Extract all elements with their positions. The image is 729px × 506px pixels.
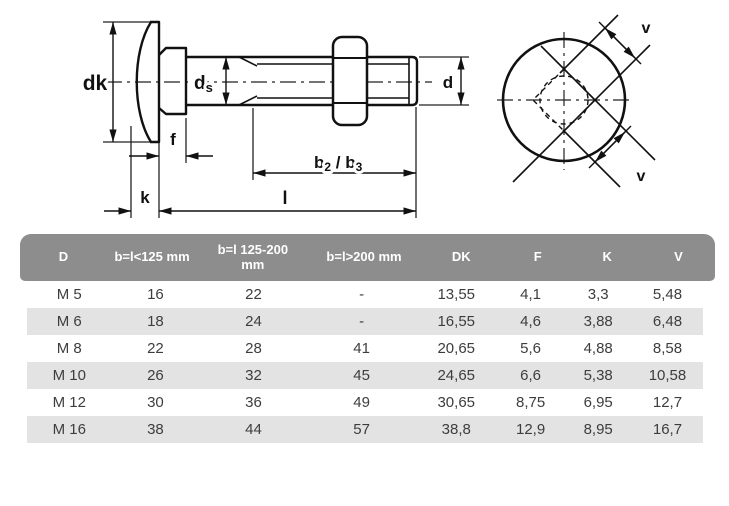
bolt-end-cap [412,57,417,105]
label-k: k [140,188,150,207]
table-cell: 8,75 [515,393,546,411]
table-cell: 32 [245,366,262,384]
table-cell: 6,6 [520,366,542,384]
table-row [27,281,703,308]
label-v-top: v [641,20,651,37]
table-cell: 20,65 [437,339,476,357]
col-header-b-lt-125: b=l<125 mm [114,249,190,265]
table-cell: 30 [147,393,164,411]
table-cell: 5,38 [583,366,613,384]
dimensions-table [20,234,715,443]
table-cell: 5,48 [652,285,683,303]
table-cell: 24 [245,312,262,330]
table-cell: 22 [245,285,262,303]
table-cell: 44 [245,420,262,438]
table-cell: 4,6 [520,312,542,330]
table-cell: 49 [353,393,370,411]
table-row [27,416,703,443]
carriage-bolt-diagram [0,0,729,232]
table-cell: 16,7 [652,420,683,438]
col-header-d: D [58,249,69,265]
col-header-b-gt-200: b=l>200 mm [326,249,402,265]
table-cell: 3,88 [583,312,613,330]
table-cell: M 8 [56,339,82,357]
table-row [27,362,703,389]
label-ds: ds [194,73,213,95]
table-cell: 3,3 [587,285,609,303]
label-d: d [442,73,454,92]
table-cell: 8,95 [583,420,613,438]
table-cell: 36 [245,393,262,411]
table-cell: 6,48 [652,312,683,330]
table-cell: 26 [147,366,164,384]
table-cell: 4,1 [520,285,542,303]
bolt-head-front-view [503,15,655,187]
table-cell: M 16 [52,420,86,438]
table-cell: 16,55 [437,312,476,330]
table-cell: - [359,312,365,330]
col-header-f: F [533,249,542,265]
table-cell: M 6 [56,312,82,330]
table-cell: 5,6 [520,339,542,357]
col-header-b-125-200: b=l 125-200 mm [217,241,289,272]
table-cell: 41 [353,339,370,357]
label-l: l [282,188,288,208]
table-row [27,308,703,335]
col-header-dk: DK [451,249,471,265]
technical-drawing [0,0,729,237]
table-cell: 6,95 [583,393,613,411]
table-cell: 57 [353,420,370,438]
table-cell: 38 [147,420,164,438]
table-body [20,281,715,443]
table-cell: M 10 [52,366,86,384]
hex-nut [333,37,367,125]
label-v-bottom: v [636,168,646,185]
table-cell: 18 [147,312,164,330]
table-cell: 10,58 [648,366,687,384]
label-b2-b3: b2 / b3 [314,153,363,174]
table-cell: 8,58 [652,339,683,357]
table-cell: 45 [353,366,370,384]
table-cell: 30,65 [437,393,476,411]
table-row [27,389,703,416]
col-header-v: V [674,249,683,265]
table-cell: 12,7 [652,393,683,411]
table-cell: 12,9 [515,420,546,438]
col-header-k: K [602,249,612,265]
square-neck [159,48,186,114]
table-cell: 28 [245,339,262,357]
table-row [27,335,703,362]
thread-lines [239,57,409,105]
dimension-lines [104,22,641,211]
table-cell: 24,65 [437,366,476,384]
table-cell: 16 [147,285,164,303]
table-cell: 13,55 [437,285,476,303]
table-cell: - [359,285,365,303]
table-cell: 22 [147,339,164,357]
table-cell: M 5 [56,285,82,303]
table-cell: M 12 [52,393,86,411]
label-f: f [170,130,176,149]
table-header-row [20,234,715,281]
table-cell: 4,88 [583,339,613,357]
label-dk: dk [82,72,108,95]
table-cell: 38,8 [441,420,471,438]
